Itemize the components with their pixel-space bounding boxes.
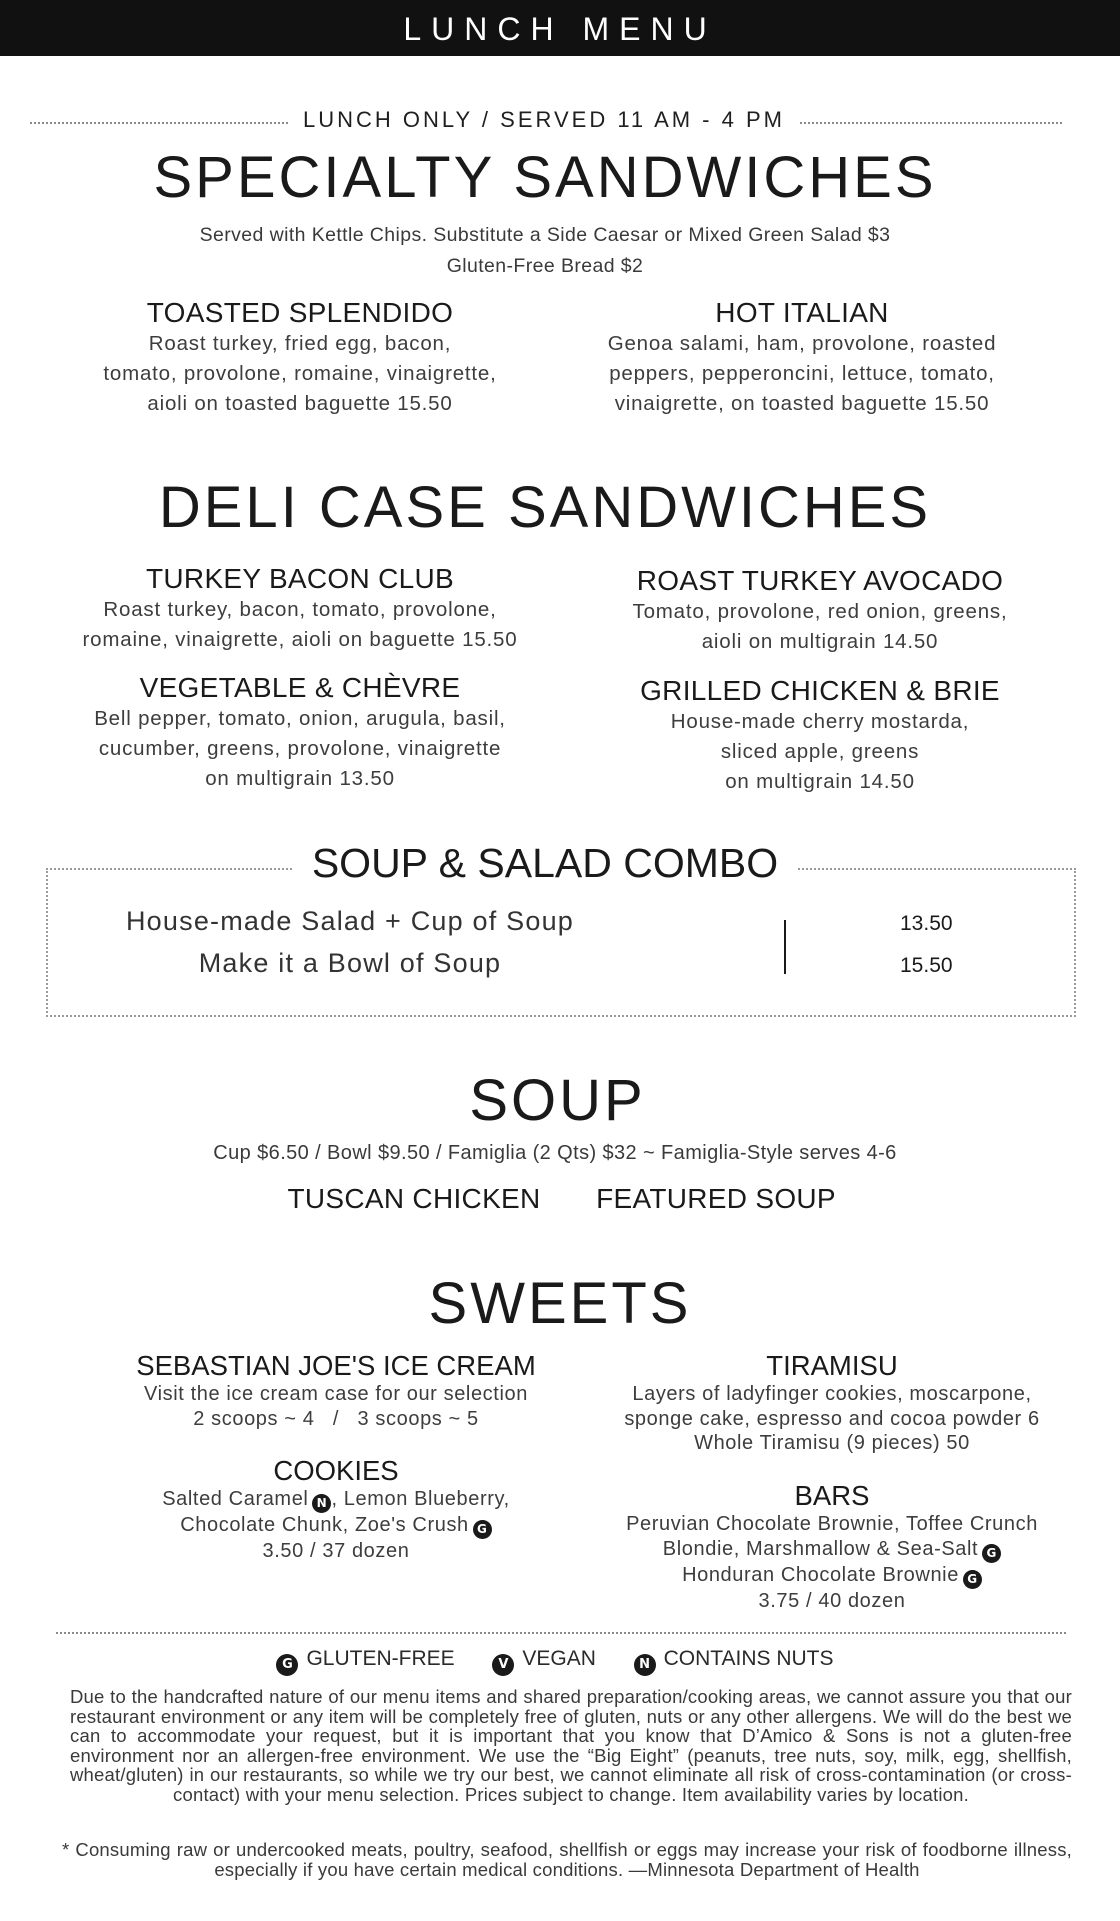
item-name: COOKIES [273,1455,399,1486]
menu-item-vegetable-chevre [40,672,560,794]
sweet-tiramisu [572,1350,1092,1456]
item-name: BARS [794,1480,870,1511]
menu-item-toasted-splendido [60,297,540,419]
combo-bowl-upgrade: Make it a Bowl of Soup [198,948,502,978]
menu-item-hot-italian [562,297,1042,419]
divider-left [30,122,288,124]
item-name: SEBASTIAN JOE'S ICE CREAM [136,1350,536,1381]
item-description [76,1382,596,1431]
desc-line: Genoa salami, ham, provolone, roasted [607,332,997,355]
gluten-free-icon: G [473,1520,492,1539]
legend-contains-nuts: CONTAINS NUTS [663,1647,834,1670]
gluten-free-icon: G [982,1544,1001,1563]
gluten-free-icon: G [276,1654,298,1676]
item-name: GRILLED CHICKEN & BRIE [640,675,1000,706]
nuts-icon: N [634,1654,656,1676]
legend-vegan: VEGAN [522,1647,596,1670]
legend-gluten-free: GLUTEN-FREE [306,1647,455,1670]
desc-line: Tomato, provolone, red onion, greens, [632,600,1008,623]
desc-line [572,1563,1092,1589]
soup-featured: FEATURED SOUP [596,1183,836,1214]
desc-line: peppers, pepperoncini, lettuce, tomato, [609,362,995,385]
desc-line: Roast turkey, fried egg, bacon, [148,332,452,355]
combo-price-bowl: 15.50 [900,954,953,977]
header-bar [0,0,1120,56]
cookie-flavors: , Lemon Blueberry, [331,1488,510,1510]
item-description [76,1487,596,1564]
sweet-bars [572,1480,1092,1613]
desc-line [76,1513,596,1539]
menu-item-roast-turkey-avocado [560,565,1080,657]
desc-line: 2 scoops ~ 4 / 3 scoops ~ 5 [193,1407,479,1430]
nuts-icon: N [312,1494,331,1513]
legend [0,1647,1110,1676]
desc-line: House-made cherry mostarda, [670,710,970,733]
item-description [562,329,1042,419]
bar-flavors: Blondie, Marshmallow & Sea-Salt [662,1537,979,1560]
bar-honduran: Honduran Chocolate Brownie [682,1563,959,1586]
desc-line: Whole Tiramisu (9 pieces) 50 [694,1432,970,1454]
combo-box [46,868,1076,1017]
gf-bread-note: Gluten-Free Bread $2 [446,255,644,277]
vegan-icon: V [492,1654,514,1676]
cookie-salted-caramel: Salted Caramel [162,1488,309,1510]
specialty-sandwiches-heading: SPECIALTY SANDWICHES [153,145,937,210]
desc-line: vinaigrette, on toasted baguette 15.50 [614,392,990,415]
item-name: HOT ITALIAN [715,297,889,328]
item-name: TIRAMISU [766,1350,898,1381]
item-description [40,595,560,655]
gluten-free-icon: G [963,1570,982,1589]
cookie-flavors-2: Chocolate Chunk, Zoe's Crush [180,1514,469,1536]
health-warning: * Consuming raw or undercooked meats, poultry, seafood, shellfish or eggs may increase your risk of foodborne illness, especially if you have certain medical conditions. —Minnesota Department of Health [62,1839,1072,1880]
desc-line: aioli on toasted baguette 15.50 [147,392,453,415]
soup-tuscan-chicken: TUSCAN CHICKEN [287,1183,541,1214]
sweets-heading: SWEETS [428,1271,692,1336]
sweet-ice-cream [76,1350,596,1431]
chips-note: Served with Kettle Chips. Substitute a Side Caesar or Mixed Green Salad $3 [199,224,891,246]
soup-heading: SOUP [469,1068,646,1133]
item-description [560,597,1080,657]
combo-divider [784,920,786,974]
item-description [40,704,560,794]
desc-line: Bell pepper, tomato, onion, arugula, basil, [94,707,506,730]
item-name: VEGETABLE & CHÈVRE [139,672,461,703]
combo-heading: SOUP & SALAD COMBO [294,840,796,886]
desc-line: sponge cake, espresso and cocoa powder 6 [624,1407,1040,1430]
desc-line: 3.75 / 40 dozen [758,1589,906,1612]
desc-line: tomato, provolone, romaine, vinaigrette, [103,362,497,385]
desc-line: cucumber, greens, provolone, vinaigrette [98,737,502,760]
soup-prices: Cup $6.50 / Bowl $9.50 / Famiglia (2 Qts) $32 ~ Famiglia-Style serves 4-6 [213,1142,897,1164]
desc-line: romaine, vinaigrette, aioli on baguette 15.50 [82,628,518,651]
menu-item-grilled-chicken-brie [560,675,1080,797]
desc-line: aioli on multigrain 14.50 [701,630,939,653]
desc-line: 3.50 / 37 dozen [262,1540,410,1562]
divider-right [800,122,1062,124]
desc-line: Roast turkey, bacon, tomato, provolone, [103,598,497,621]
sweet-cookies [76,1455,596,1564]
item-description [60,329,540,419]
desc-line: sliced apple, greens [720,740,920,763]
combo-heading-wrap [0,840,1090,887]
legend-divider [56,1632,1066,1634]
desc-line: on multigrain 14.50 [725,770,915,793]
desc-line [572,1537,1092,1563]
desc-line [76,1487,596,1513]
desc-line: Layers of ladyfinger cookies, moscarpone, [632,1383,1032,1405]
combo-salad-cup: House-made Salad + Cup of Soup [125,906,574,936]
menu-title: LUNCH MENU [403,11,717,47]
specialty-note [0,220,1090,282]
allergen-disclaimer: Due to the handcrafted nature of our menu items and shared preparation/cooking areas, we cannot assure you that our restaurant environment or any item will be completely free of gluten, nuts or any other allergens. We will do the best we can to accommodate your request, but it is important that you know that D’Amico & Sons is not a gluten-free environment nor an allergen-free environment. We use the “Big Eight” (peanuts, tree nuts, soy, milk, egg, shellfish, wheat/gluten) in our restaurants, so while we try our best, we cannot eliminate all risk of cross-contamination (or cross-contact) with your menu selection. Prices subject to change. Item availability varies by location. [70,1686,1072,1805]
item-description [572,1512,1092,1613]
item-name: TURKEY BACON CLUB [146,563,454,594]
desc-line: on multigrain 13.50 [205,767,395,790]
menu-item-turkey-bacon-club [40,563,560,655]
desc-line: Visit the ice cream case for our selection [144,1383,528,1405]
item-description [560,707,1080,797]
deli-sandwiches-heading: DELI CASE SANDWICHES [158,475,932,540]
item-name: ROAST TURKEY AVOCADO [636,565,1004,596]
item-name: TOASTED SPLENDIDO [146,297,454,328]
combo-price-cup: 13.50 [900,912,953,935]
item-description [572,1382,1092,1456]
lunch-hours: LUNCH ONLY / SERVED 11 AM - 4 PM [303,107,785,132]
desc-line: Peruvian Chocolate Brownie, Toffee Crunch [626,1513,1038,1535]
